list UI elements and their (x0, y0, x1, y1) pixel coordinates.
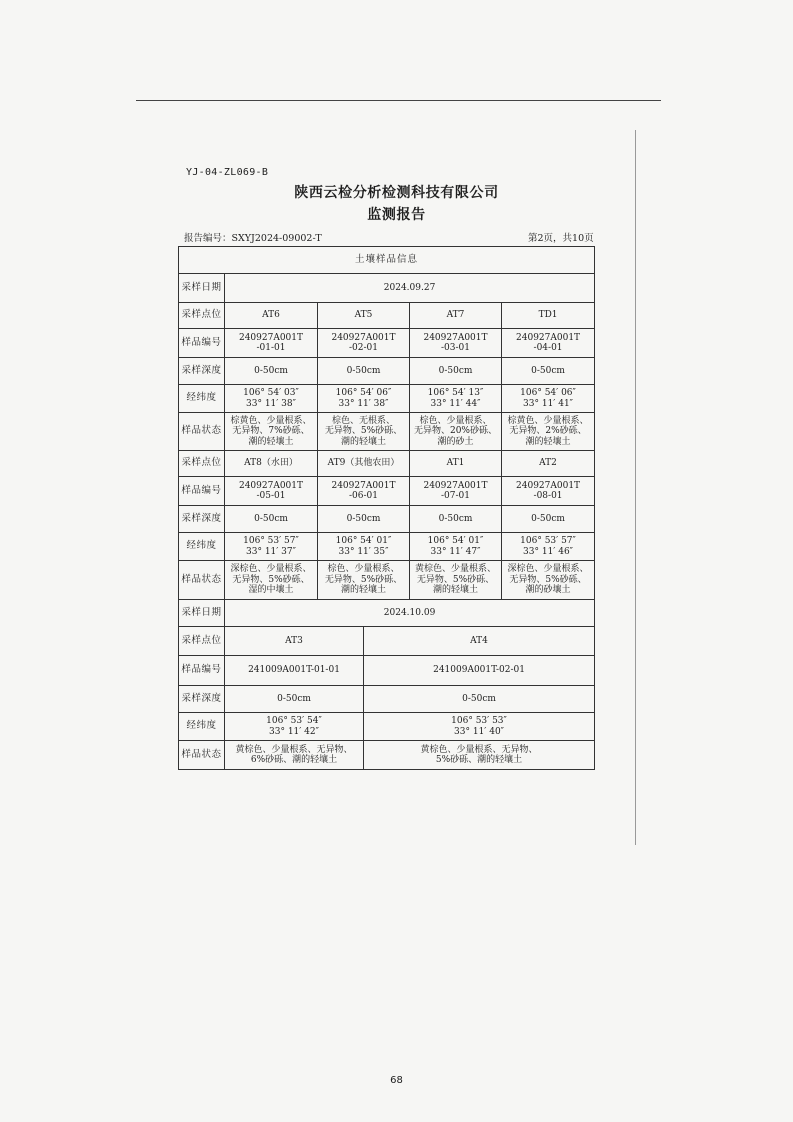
table-row (179, 561, 595, 600)
sample-coordinates: 106° 53′ 54″ 33° 11′ 42″ (225, 713, 364, 741)
sample-number: 240927A001T -01-01 (225, 329, 318, 358)
sample-state: 棕色、少量根系、 无异物、5%砂砾、 潮的轻壤土 (318, 561, 410, 600)
table-row (179, 600, 595, 627)
sample-point: TD1 (502, 303, 595, 329)
sample-coordinates: 106° 53′ 53″ 33° 11′ 40″ (364, 713, 595, 741)
row-label-coords: 经纬度 (179, 713, 225, 741)
sample-depth: 0-50cm (318, 506, 410, 533)
sample-point: AT2 (502, 451, 595, 477)
table-row (179, 413, 595, 451)
row-label-sample-no: 样品编号 (179, 656, 225, 686)
sample-depth: 0-50cm (502, 506, 595, 533)
table-caption-row (179, 247, 595, 274)
table-row (179, 451, 595, 477)
row-label-point: 采样点位 (179, 303, 225, 329)
sample-depth: 0-50cm (318, 358, 410, 385)
sample-number: 240927A001T -07-01 (410, 477, 502, 506)
sample-point: AT3 (225, 627, 364, 656)
table-row (179, 303, 595, 329)
sample-state: 深棕色、少量根系、 无异物、5%砂砾、 湿的中壤土 (225, 561, 318, 600)
row-label-point: 采样点位 (179, 627, 225, 656)
row-label-sample-no: 样品编号 (179, 477, 225, 506)
row-label-state: 样品状态 (179, 413, 225, 451)
table-row (179, 506, 595, 533)
sample-depth: 0-50cm (364, 686, 595, 713)
sample-depth: 0-50cm (410, 506, 502, 533)
report-number: 报告编号：SXYJ2024-09002-T (184, 233, 322, 244)
top-rule (136, 100, 661, 101)
sample-point: AT1 (410, 451, 502, 477)
page-number: 68 (390, 1075, 403, 1086)
company-name: 陕西云检分析检测科技有限公司 (294, 185, 499, 201)
sample-point: AT8（水田） (225, 451, 318, 477)
sample-coordinates: 106° 54′ 06″ 33° 11′ 38″ (318, 385, 410, 413)
side-rule (635, 130, 636, 845)
sample-state: 黄棕色、少量根系、无异物、 6%砂砾、潮的轻壤土 (225, 741, 364, 770)
sampling-date: 2024.09.27 (225, 274, 595, 303)
table-row (179, 533, 595, 561)
row-label-depth: 采样深度 (179, 506, 225, 533)
sample-coordinates: 106° 54′ 06″ 33° 11′ 41″ (502, 385, 595, 413)
row-label-coords: 经纬度 (179, 533, 225, 561)
row-label-sample-no: 样品编号 (179, 329, 225, 358)
sampling-date: 2024.10.09 (225, 600, 595, 627)
row-label-depth: 采样深度 (179, 358, 225, 385)
row-label-coords: 经纬度 (179, 385, 225, 413)
sample-coordinates: 106° 54′ 01″ 33° 11′ 47″ (410, 533, 502, 561)
sample-state: 棕黄色、少量根系、 无异物、2%砂砾、 潮的轻壤土 (502, 413, 595, 451)
sample-depth: 0-50cm (225, 506, 318, 533)
sample-point: AT5 (318, 303, 410, 329)
table-row (179, 686, 595, 713)
form-code: YJ-04-ZL069-B (186, 167, 269, 178)
table-row (179, 713, 595, 741)
sample-state: 棕色、无根系、 无异物、5%砂砾、 潮的轻壤土 (318, 413, 410, 451)
sample-coordinates: 106° 53′ 57″ 33° 11′ 37″ (225, 533, 318, 561)
sample-depth: 0-50cm (502, 358, 595, 385)
table-row (179, 385, 595, 413)
sample-state: 黄棕色、少量根系、无异物、 5%砂砾、潮的轻壤土 (364, 741, 595, 770)
row-label-date: 采样日期 (179, 600, 225, 627)
sample-number: 240927A001T -02-01 (318, 329, 410, 358)
sample-point: AT6 (225, 303, 318, 329)
table-caption: 土壤样品信息 (179, 247, 595, 274)
sample-number: 240927A001T -03-01 (410, 329, 502, 358)
seam-stamp (620, 500, 642, 595)
table-row (179, 329, 595, 358)
sample-state: 深棕色、少量根系、 无异物、5%砂砾、 潮的砂壤土 (502, 561, 595, 600)
sample-number: 240927A001T -06-01 (318, 477, 410, 506)
table-row (179, 274, 595, 303)
sample-state: 棕色、少量根系、 无异物、20%砂砾、 潮的砂土 (410, 413, 502, 451)
sample-number: 241009A001T-01-01 (225, 656, 364, 686)
sample-state: 黄棕色、少量根系、 无异物、5%砂砾、 潮的轻壤土 (410, 561, 502, 600)
sample-coordinates: 106° 54′ 01″ 33° 11′ 35″ (318, 533, 410, 561)
table-row (179, 627, 595, 656)
sample-number: 240927A001T -08-01 (502, 477, 595, 506)
row-label-point: 采样点位 (179, 451, 225, 477)
sample-depth: 0-50cm (225, 358, 318, 385)
table-row (179, 358, 595, 385)
sample-number: 241009A001T-02-01 (364, 656, 595, 686)
sample-coordinates: 106° 54′ 13″ 33° 11′ 44″ (410, 385, 502, 413)
row-label-state: 样品状态 (179, 741, 225, 770)
sample-coordinates: 106° 53′ 57″ 33° 11′ 46″ (502, 533, 595, 561)
sample-number: 240927A001T -04-01 (502, 329, 595, 358)
row-label-date: 采样日期 (179, 274, 225, 303)
sample-number: 240927A001T -05-01 (225, 477, 318, 506)
sample-coordinates: 106° 54′ 03″ 33° 11′ 38″ (225, 385, 318, 413)
sample-state: 棕黄色、少量根系、 无异物、7%砂砾、 潮的轻壤土 (225, 413, 318, 451)
report-title: 监测报告 (367, 207, 426, 223)
sample-point: AT9（其他农田） (318, 451, 410, 477)
row-label-depth: 采样深度 (179, 686, 225, 713)
soil-sample-table (178, 246, 595, 770)
sample-depth: 0-50cm (410, 358, 502, 385)
page-info: 第2页，共10页 (528, 233, 594, 244)
row-label-state: 样品状态 (179, 561, 225, 600)
table-row (179, 477, 595, 506)
sample-depth: 0-50cm (225, 686, 364, 713)
sample-point: AT4 (364, 627, 595, 656)
table-row (179, 741, 595, 770)
sample-point: AT7 (410, 303, 502, 329)
table-row (179, 656, 595, 686)
